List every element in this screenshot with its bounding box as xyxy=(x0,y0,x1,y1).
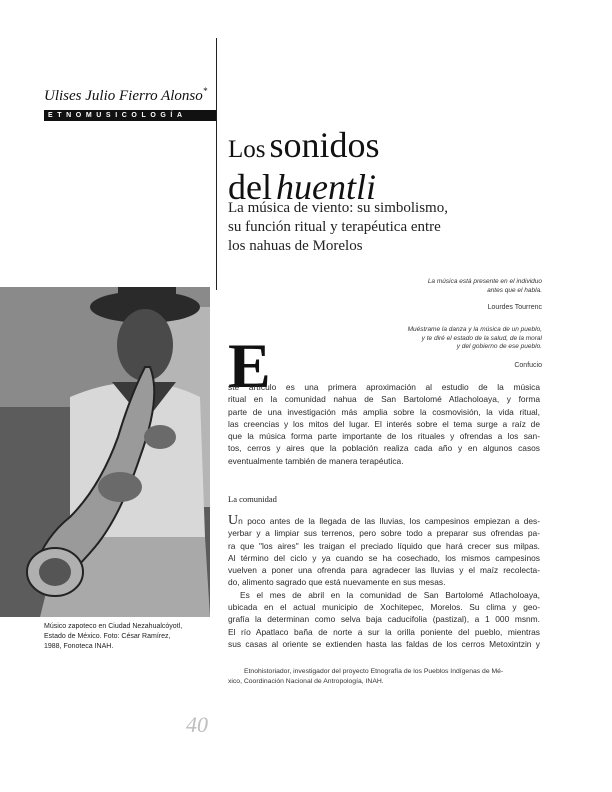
article-title: Los sonidos del huentli xyxy=(228,125,380,207)
section-heading: La comunidad xyxy=(228,494,277,504)
epigraph-source: Confucio xyxy=(514,362,542,369)
article-subtitle: La música de viento: su simbolismo, su función ritual y terapéutica entre los nahuas de Morelos xyxy=(228,200,448,254)
vertical-rule xyxy=(216,38,217,290)
musician-photo xyxy=(0,287,210,617)
author-footnote: Etnohistoriador, investigador del proyecto Etnografía de los Pueblos Indígenas de Mé- xico, Coordinación Nacional de Antropología, INAH. xyxy=(228,668,504,685)
photo-caption: Músico zapoteco en Ciudad Nezahualcóyotl, Estado de México. Foto: César Ramírez, 1988, Fonoteca INAH. xyxy=(44,623,183,650)
epigraph-source: Lourdes Tourrenc xyxy=(487,304,542,311)
section-label: ETNOMUSICOLOGÍA xyxy=(44,110,216,121)
initial-letter: U xyxy=(228,513,239,528)
epigraph-quote: Muéstrame la danza y la música de un pueblo, y te diré el estado de la salud, de la moral y del gobierno de ese pueblo. xyxy=(407,326,542,350)
intro-paragraph: ste artículo es una primera aproximación al estudio de la música ritual en la comunidad nahua de San Bartolomé Atlacholoaya, y forma parte de una investigación más amplia sobre la cosmovisión, la vida ritual, las creencias y los mitos del lugar. El interés sobre el tema surge a raíz de que la música forma parte importante de los rituales y ofrendas a los san- tos, cerros y aires que la población realiza cada año y en algunos casos eventualmente también de manera terapéutica. xyxy=(228,382,540,466)
page-number: 40 xyxy=(186,712,208,737)
author-name: Ulises Julio Fierro Alonso* xyxy=(44,86,208,104)
drop-cap: E xyxy=(228,330,271,401)
community-paragraph: Un poco antes de la llegada de las lluvias, los campesinos empiezan a des- yerbar y a limpiar sus terrenos, pero sobre todo a preparar sus ofrendas pa- ra que "los aires" les traigan el preciado líquido que hará crecer sus milpas. Al término del ciclo y ya cuando se ha cosechado, los mismos campesinos vuelven a poner una ofrenda para agradecer las lluvias y el maíz recolecta- do, alimento sagrado que está nuevamente en sus mesas. Es el mes de abril en la comunidad de San Bartolomé Atlacholoaya, ubicada en el actual municipio de Xochitepec, Morelos. Su clima y geo- grafía la determinan como selva baja caducifolia (pastizal), a 1 000 msnm. El río Apatlaco baña de norte a sur la orilla poniente del pueblo, mientras sus casas al oriente se extienden hasta las faldas de los cerros Metoxintzin y xyxy=(228,513,540,649)
epigraph-quote: La música está presente en el individuo antes que el habla. xyxy=(427,278,542,294)
